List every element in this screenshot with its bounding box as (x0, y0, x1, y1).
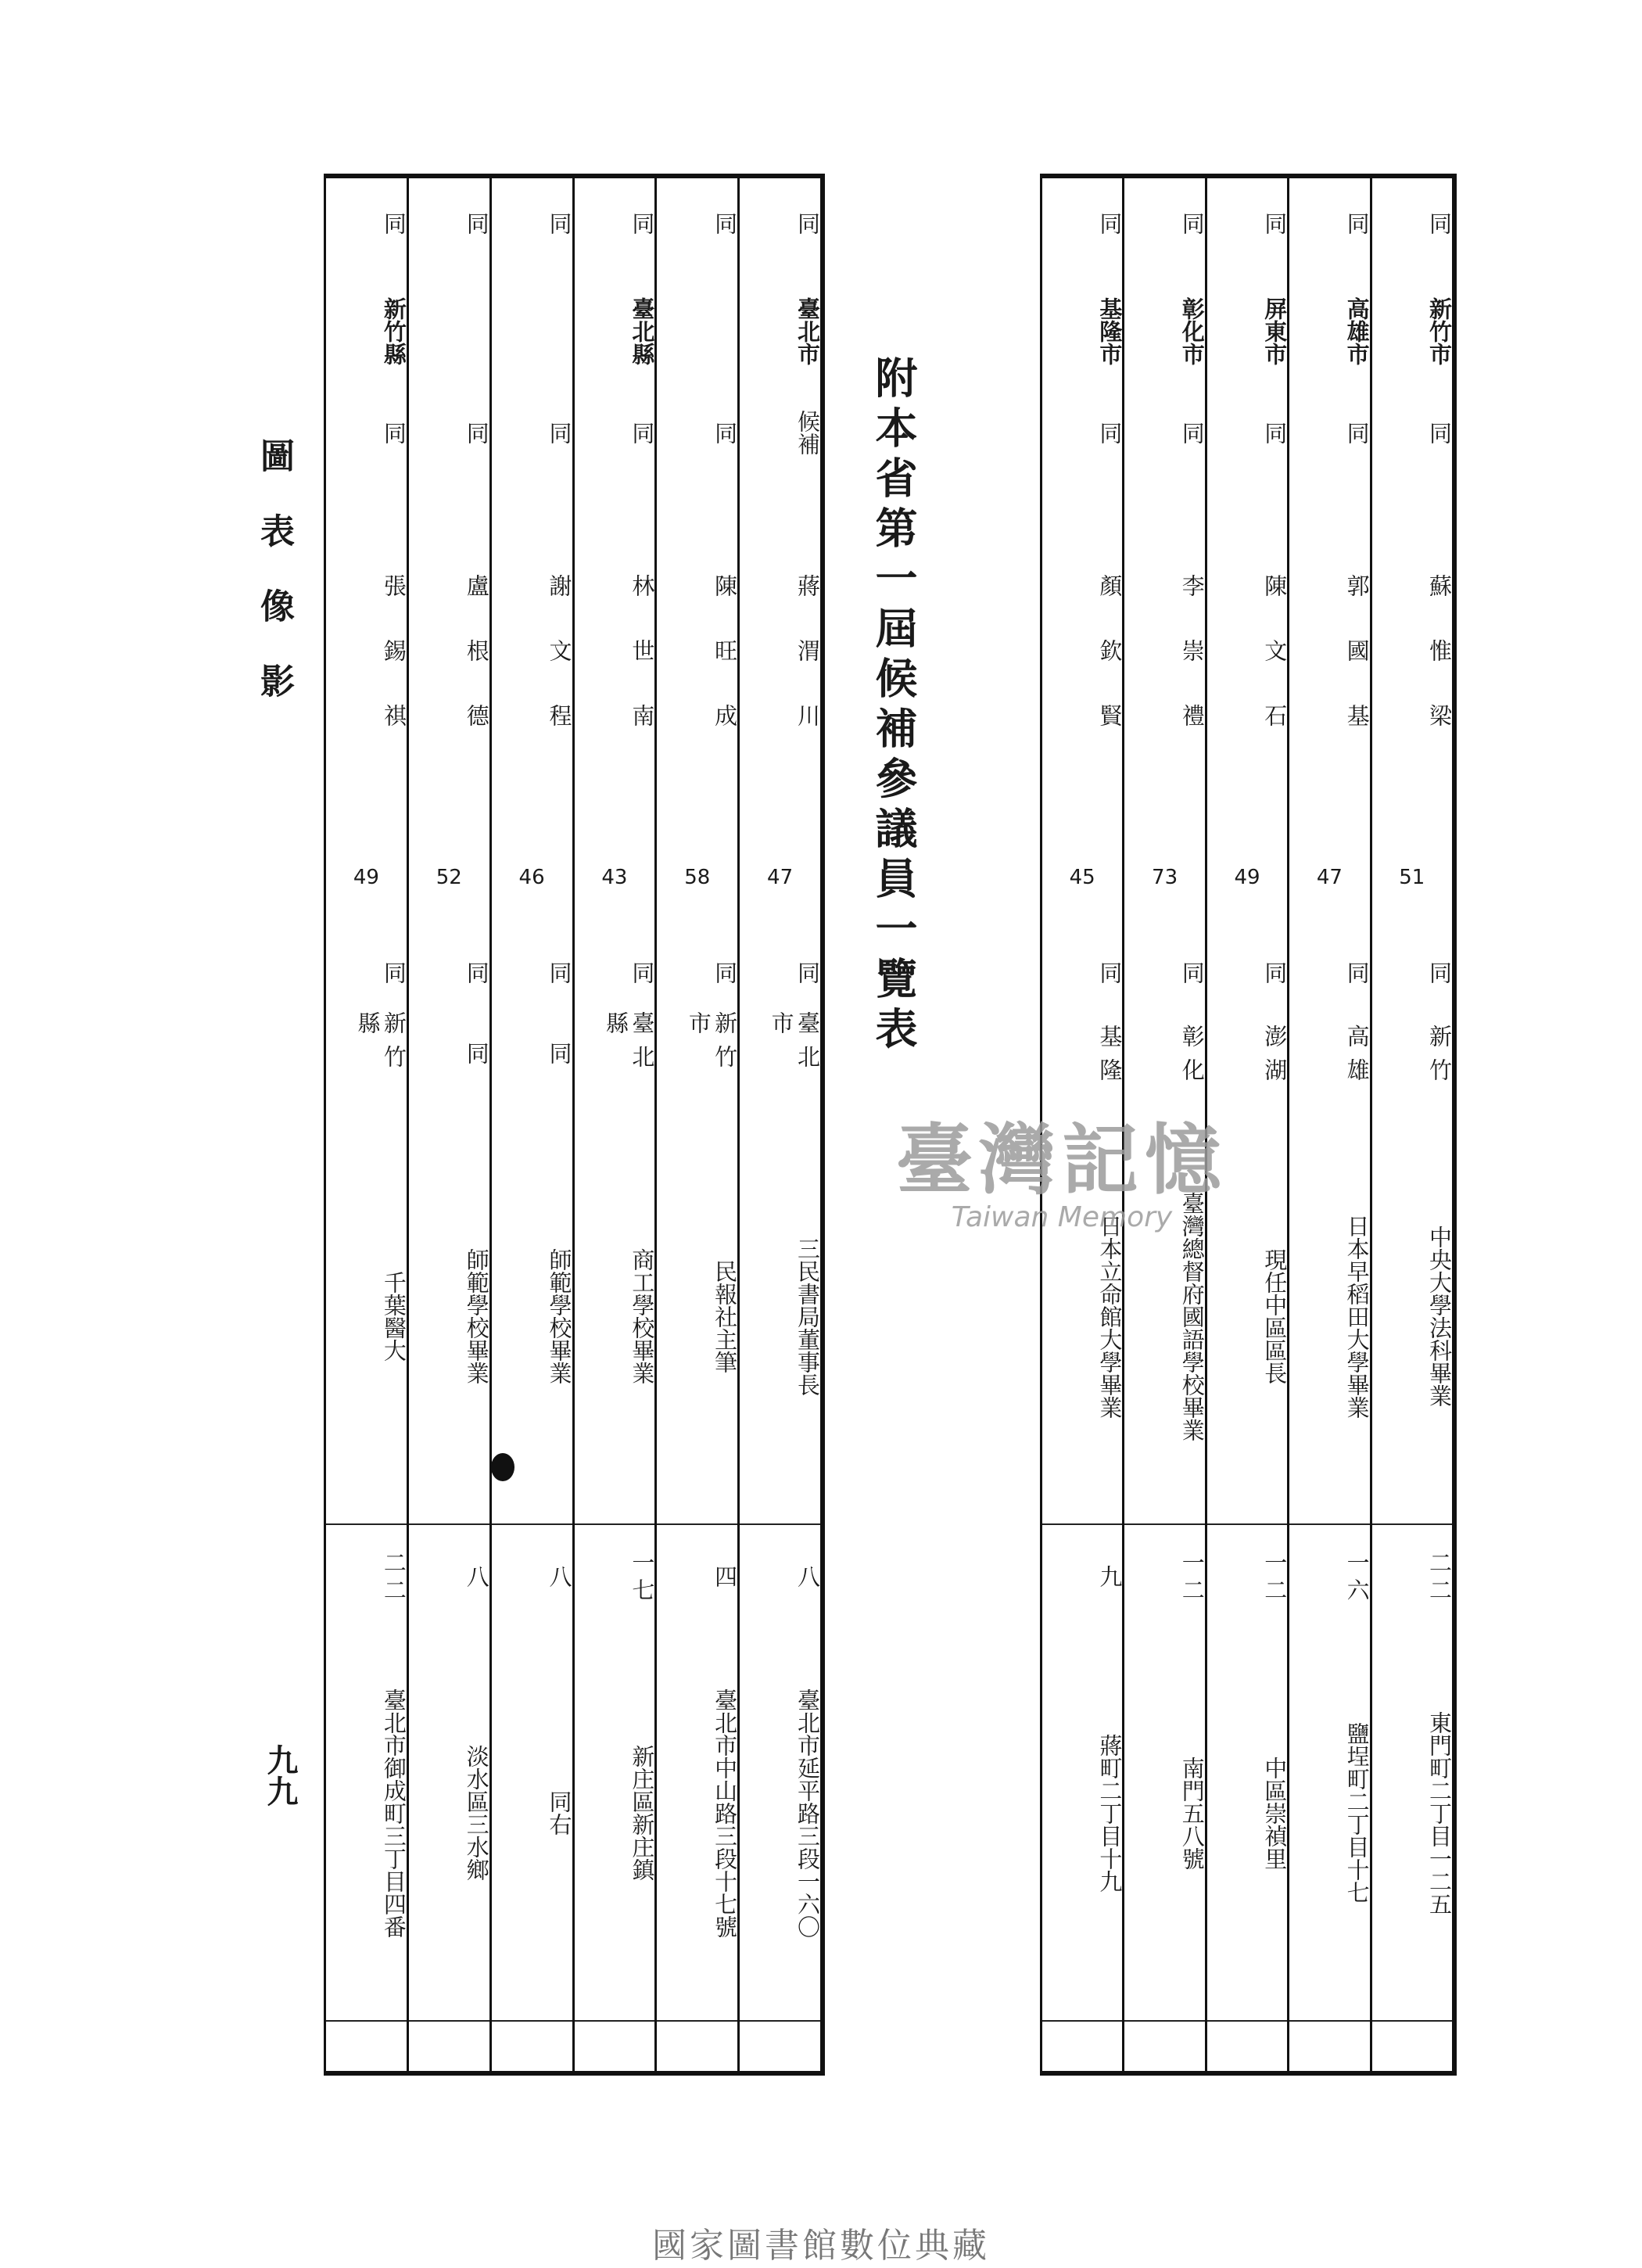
row-votes: 一二 (1178, 1551, 1206, 1606)
row-tag: 同 (1343, 211, 1371, 235)
row-district: 新竹市 (1426, 296, 1453, 365)
row-tag: 同 (1261, 211, 1289, 235)
row-education: 中央大學法科畢業 (1426, 1226, 1453, 1407)
row-type: 同 (1261, 421, 1289, 444)
row-education: 日本早稻田大學畢業 (1343, 1214, 1371, 1419)
row-tag2: 同 (629, 960, 656, 984)
row-address: 同右 (546, 1790, 573, 1836)
table-row (575, 178, 658, 2071)
row-district: 高雄市 (1343, 296, 1371, 365)
row-address: 臺北市御成町三丁目四番 (380, 1688, 407, 1938)
row-tag2: 同 (1178, 960, 1206, 984)
row-native: 高雄 (1343, 1025, 1371, 1092)
row-votes: 一六 (1343, 1551, 1371, 1606)
row-native: 同 (546, 1041, 573, 1075)
row-type: 同 (1178, 421, 1206, 444)
row-votes: 二二 (1426, 1551, 1453, 1606)
row-native: 基隆 (1096, 1025, 1124, 1092)
row-age: 43 (601, 866, 628, 889)
row-district: 臺北市 (794, 296, 821, 365)
row-votes: 八 (794, 1564, 821, 1592)
row-native: 彰化 (1178, 1025, 1206, 1092)
row-tag: 同 (1096, 211, 1124, 235)
row-age: 58 (684, 866, 711, 889)
row-tag2: 同 (1261, 960, 1289, 984)
row-tag: 同 (463, 211, 490, 235)
row-votes: 八 (546, 1564, 573, 1592)
row-age: 51 (1399, 866, 1425, 889)
row-type: 同 (629, 421, 656, 444)
row-type: 同 (546, 421, 573, 444)
row-tag2: 同 (1343, 960, 1371, 984)
table-row (657, 178, 740, 2071)
row-address: 臺北市中山路三段十七號 (712, 1688, 739, 1938)
row-name: 顏欽賢 (1096, 573, 1124, 769)
row-address: 新庄區新庄鎮 (629, 1745, 656, 1881)
row-address: 東門町二丁目一二五 (1426, 1710, 1453, 1915)
row-district (409, 276, 489, 386)
row-age: 45 (1069, 866, 1095, 889)
row-district: 基隆市 (1096, 296, 1124, 365)
row-native: 臺北縣 (603, 1011, 656, 1078)
row-native: 新竹縣 (354, 1011, 407, 1078)
row-name: 林世南 (629, 573, 656, 769)
table-row (409, 178, 492, 2071)
left-table (324, 174, 825, 2076)
row-type: 同 (1096, 421, 1124, 444)
row-tag2: 同 (463, 960, 490, 984)
row-votes: 八 (463, 1564, 490, 1592)
row-tag2: 同 (546, 960, 573, 984)
row-district (492, 276, 572, 386)
row-votes: 二二 (380, 1551, 407, 1606)
row-type: 候補 (794, 410, 821, 455)
row-tag2: 同 (1096, 960, 1124, 984)
row-votes: 一二 (1261, 1551, 1289, 1606)
row-native: 新竹市 (685, 1011, 739, 1078)
row-type: 同 (1426, 421, 1453, 444)
row-name: 謝文程 (546, 573, 573, 769)
row-name: 陳文石 (1261, 573, 1289, 769)
row-district: 臺北縣 (629, 296, 656, 365)
row-education: 師範學校畢業 (463, 1248, 490, 1384)
row-district: 彰化市 (1178, 296, 1206, 365)
row-name: 郭國基 (1343, 573, 1371, 769)
watermark-chinese: 臺灣記憶 (895, 1115, 1228, 1205)
row-name: 張錫祺 (380, 573, 407, 769)
row-name: 陳旺成 (712, 573, 739, 769)
row-votes: 四 (712, 1564, 739, 1592)
row-votes: 九 (1096, 1564, 1124, 1592)
side-label: 圖表像影 (254, 438, 294, 738)
row-tag: 同 (1426, 211, 1453, 235)
row-type: 同 (380, 421, 407, 444)
row-name: 李崇禮 (1178, 573, 1206, 769)
row-native: 臺北市 (768, 1011, 821, 1078)
row-age: 47 (767, 866, 794, 889)
row-education: 師範學校畢業 (546, 1248, 573, 1384)
row-name: 盧根德 (463, 573, 490, 769)
row-age: 73 (1152, 866, 1178, 889)
row-tag: 同 (1178, 211, 1206, 235)
row-education: 三民書局董事長 (794, 1236, 821, 1396)
row-tag2: 同 (712, 960, 739, 984)
watermark-english: Taiwan Memory (951, 1201, 1173, 1233)
row-age: 49 (1234, 866, 1260, 889)
row-type: 同 (712, 421, 739, 444)
row-district: 新竹縣 (380, 296, 407, 365)
row-native: 同 (463, 1041, 490, 1075)
row-tag: 同 (629, 211, 656, 235)
table-row (740, 178, 820, 2071)
row-education: 民報社主筆 (712, 1259, 739, 1373)
row-address: 蔣町二丁目十九 (1096, 1733, 1124, 1893)
table-row (326, 178, 409, 2071)
row-tag2: 同 (1426, 960, 1453, 984)
row-type: 同 (463, 421, 490, 444)
row-native: 澎湖 (1261, 1025, 1289, 1092)
row-age: 47 (1316, 866, 1343, 889)
page-title: 附本省第一屆候補參議員一覽表 (869, 356, 919, 1057)
row-education: 日本立命館大學畢業 (1096, 1214, 1124, 1419)
row-address: 臺北市延平路三段一六〇 (794, 1688, 821, 1938)
page-number: 九九 (262, 1744, 299, 1807)
ink-blot (491, 1453, 514, 1481)
row-tag: 同 (794, 211, 821, 235)
row-address: 鹽埕町二丁目十七 (1343, 1722, 1371, 1904)
row-education: 千葉醫大 (380, 1271, 407, 1362)
footer-caption: 國家圖書館數位典藏 (652, 2226, 990, 2266)
row-type: 同 (1343, 421, 1371, 444)
row-age: 52 (436, 866, 462, 889)
row-address: 南門五八號 (1178, 1756, 1206, 1870)
table-row (1372, 178, 1457, 2071)
row-age: 49 (353, 866, 379, 889)
row-tag2: 同 (794, 960, 821, 984)
watermark (819, 1099, 1304, 1233)
row-tag: 同 (546, 211, 573, 235)
row-votes: 一七 (629, 1551, 656, 1606)
row-education: 現任中區區長 (1261, 1248, 1289, 1384)
row-tag: 同 (380, 211, 407, 235)
row-address: 淡水區三水鄉 (463, 1745, 490, 1881)
row-name: 蘇惟梁 (1426, 573, 1453, 769)
row-age: 46 (518, 866, 545, 889)
row-district (657, 276, 737, 386)
row-tag2: 同 (380, 960, 407, 984)
row-education: 臺灣總督府國語學校畢業 (1178, 1191, 1206, 1441)
table-row (492, 178, 575, 2071)
row-native: 新竹 (1426, 1025, 1453, 1092)
row-education: 商工學校畢業 (629, 1248, 656, 1384)
row-district: 屏東市 (1261, 296, 1289, 365)
row-address: 中區崇禎里 (1261, 1756, 1289, 1870)
row-name: 蔣渭川 (794, 573, 821, 769)
row-tag: 同 (712, 211, 739, 235)
